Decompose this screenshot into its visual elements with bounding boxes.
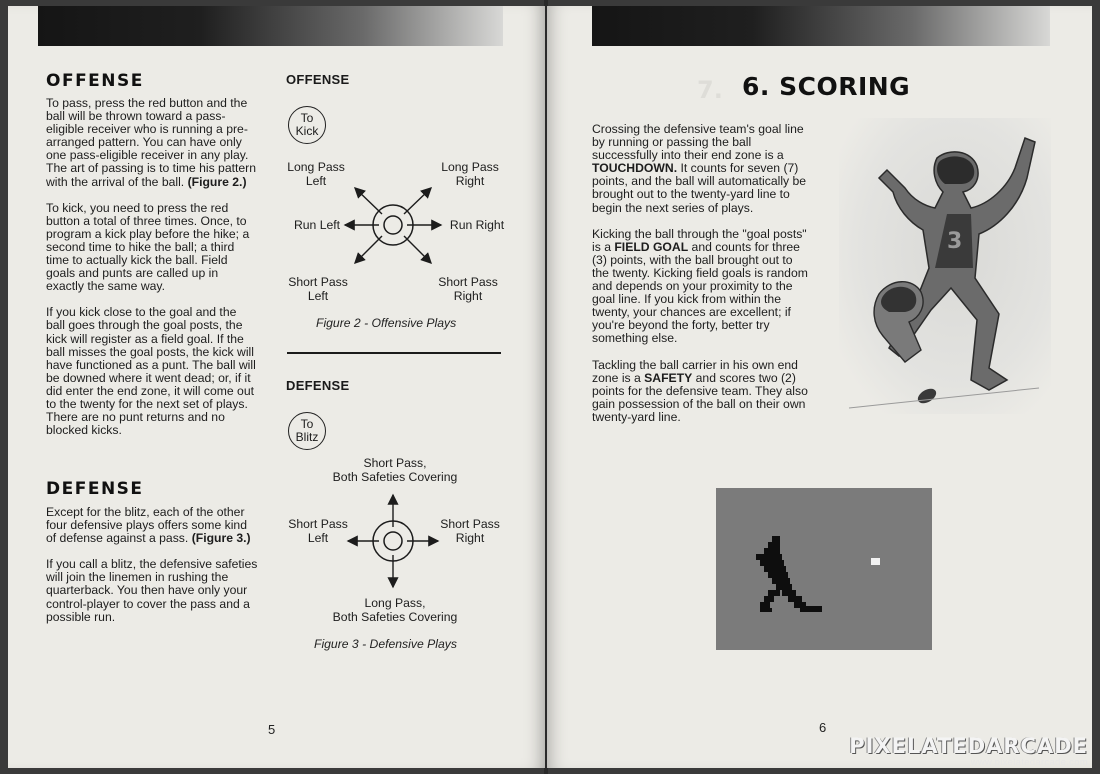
watermark-name: PIXELATEDARCADE — [849, 734, 1088, 758]
manual-page-right — [547, 6, 1092, 768]
section-divider — [287, 352, 501, 354]
short-pass-right-label: Short Pass Right — [438, 275, 498, 303]
jersey-number-art: 3 — [947, 229, 963, 254]
page-number-right: 6 — [819, 720, 827, 735]
game-sprites — [716, 488, 932, 650]
long-pass-left-label: Long Pass Left — [287, 160, 345, 188]
figure2-caption: Figure 2 - Offensive Plays — [316, 316, 457, 330]
defense-heading: DEFENSE — [46, 479, 144, 499]
watermark-url: www.pixelatedarcade.com — [970, 757, 1088, 768]
scoring-paragraph: Tackling the ball carrier in his own end zone is a SAFETY and scores two (2) points for the defensive team. They also gain possession of the ball on their own twenty-yard line. — [592, 357, 808, 424]
short-pass-left-arrow — [355, 236, 382, 263]
long-pass-right-label: Long Pass Right — [441, 160, 499, 188]
scoring-heading: 6. SCORING — [742, 72, 911, 101]
figure3-caption: Figure 3 - Defensive Plays — [314, 637, 457, 651]
kick-button-diagram: To Kick — [288, 106, 326, 144]
defense-text — [46, 506, 258, 637]
defense-short-pass-right-label: Short Pass Right — [440, 517, 500, 545]
ball-sprite — [871, 558, 880, 565]
joystick-knob — [384, 532, 402, 550]
defense-bottom-label: Long Pass, Both Safeties Covering — [332, 596, 458, 624]
long-pass-left-arrow — [355, 188, 382, 214]
offense-text — [46, 97, 258, 450]
short-pass-left-label: Short Pass Left — [288, 275, 348, 303]
defense-short-pass-left-label: Short Pass Left — [288, 517, 348, 545]
figure3-label: DEFENSE — [286, 378, 350, 393]
site-watermark — [849, 735, 1088, 768]
offense-heading: OFFENSE — [46, 71, 144, 91]
figure2-label: OFFENSE — [286, 72, 350, 87]
scoring-paragraph: Crossing the defensive team's goal line by running or passing the ball successfully into their end zone is a TOUCHDOWN. It counts for seven (7) points, and the ball will automatically be brought out to the twenty-yard line to begin the next series of plays. — [592, 122, 807, 215]
offense-paragraph: To kick, you need to press the red button a total of three times. Once, to program a kick play before the hike; a second time to hike the ball; a third time to actually kick the ball. Field goals and punts are called up in exactly the same way. — [46, 200, 250, 294]
game-screenshot — [716, 488, 932, 650]
short-pass-right-arrow — [404, 236, 431, 263]
bleed-through-text: 7. — [697, 76, 723, 104]
defense-paragraph: If you call a blitz, the defensive safeties will join the linemen in rushing the quarterback. You then have only your control-player to cover the pass and a possible run. — [46, 557, 258, 624]
header-band — [38, 6, 503, 46]
scoring-text — [592, 123, 810, 437]
header-band — [592, 6, 1050, 46]
run-left-label: Run Left — [293, 218, 341, 232]
defense-joystick-diagram — [343, 490, 443, 592]
scoring-paragraph: Kicking the ball through the "goal posts" is a FIELD GOAL and counts for three (3) points, with the ball brought out to the twenty. Kicking field goals is random and depends on your proximity to the goal line. If you kick from within the twenty, your chances are excellent; if you're beyond the forty, better try something else. — [592, 226, 808, 346]
offense-paragraph: If you kick close to the goal and the ball goes through the goal posts, the kick will register as a field goal. If the ball misses the goal posts, the kick will have functioned as a punt. The ball will be downed where it went dead; or, if it did enter the end zone, it will come out to the twenty for the next set of plays. There are no punt returns and no blocked kicks. — [46, 305, 256, 438]
joystick-knob — [384, 216, 402, 234]
manual-page-left — [8, 6, 545, 768]
blitz-button-diagram: To Blitz — [288, 412, 326, 450]
page-number-left: 5 — [268, 722, 276, 737]
kicker-sprite — [756, 536, 822, 612]
defense-paragraph: Except for the blitz, each of the other four defensive plays offers some kind of defense against a pass. (Figure 3.) — [46, 505, 251, 546]
long-pass-right-arrow — [404, 188, 431, 214]
defense-top-label: Short Pass, Both Safeties Covering — [332, 456, 458, 484]
offense-joystick-diagram — [333, 176, 453, 276]
kicker-illustration — [839, 118, 1051, 414]
offense-paragraph: To pass, press the red button and the ball will be thrown toward a pass-eligible receiver who is running a pre-arranged pattern. You can have only one pass-eligible receiver in any play. The art of passing is to time his pattern with the arrival of the ball. (Figure 2.) — [46, 96, 256, 189]
run-right-label: Run Right — [449, 218, 505, 232]
